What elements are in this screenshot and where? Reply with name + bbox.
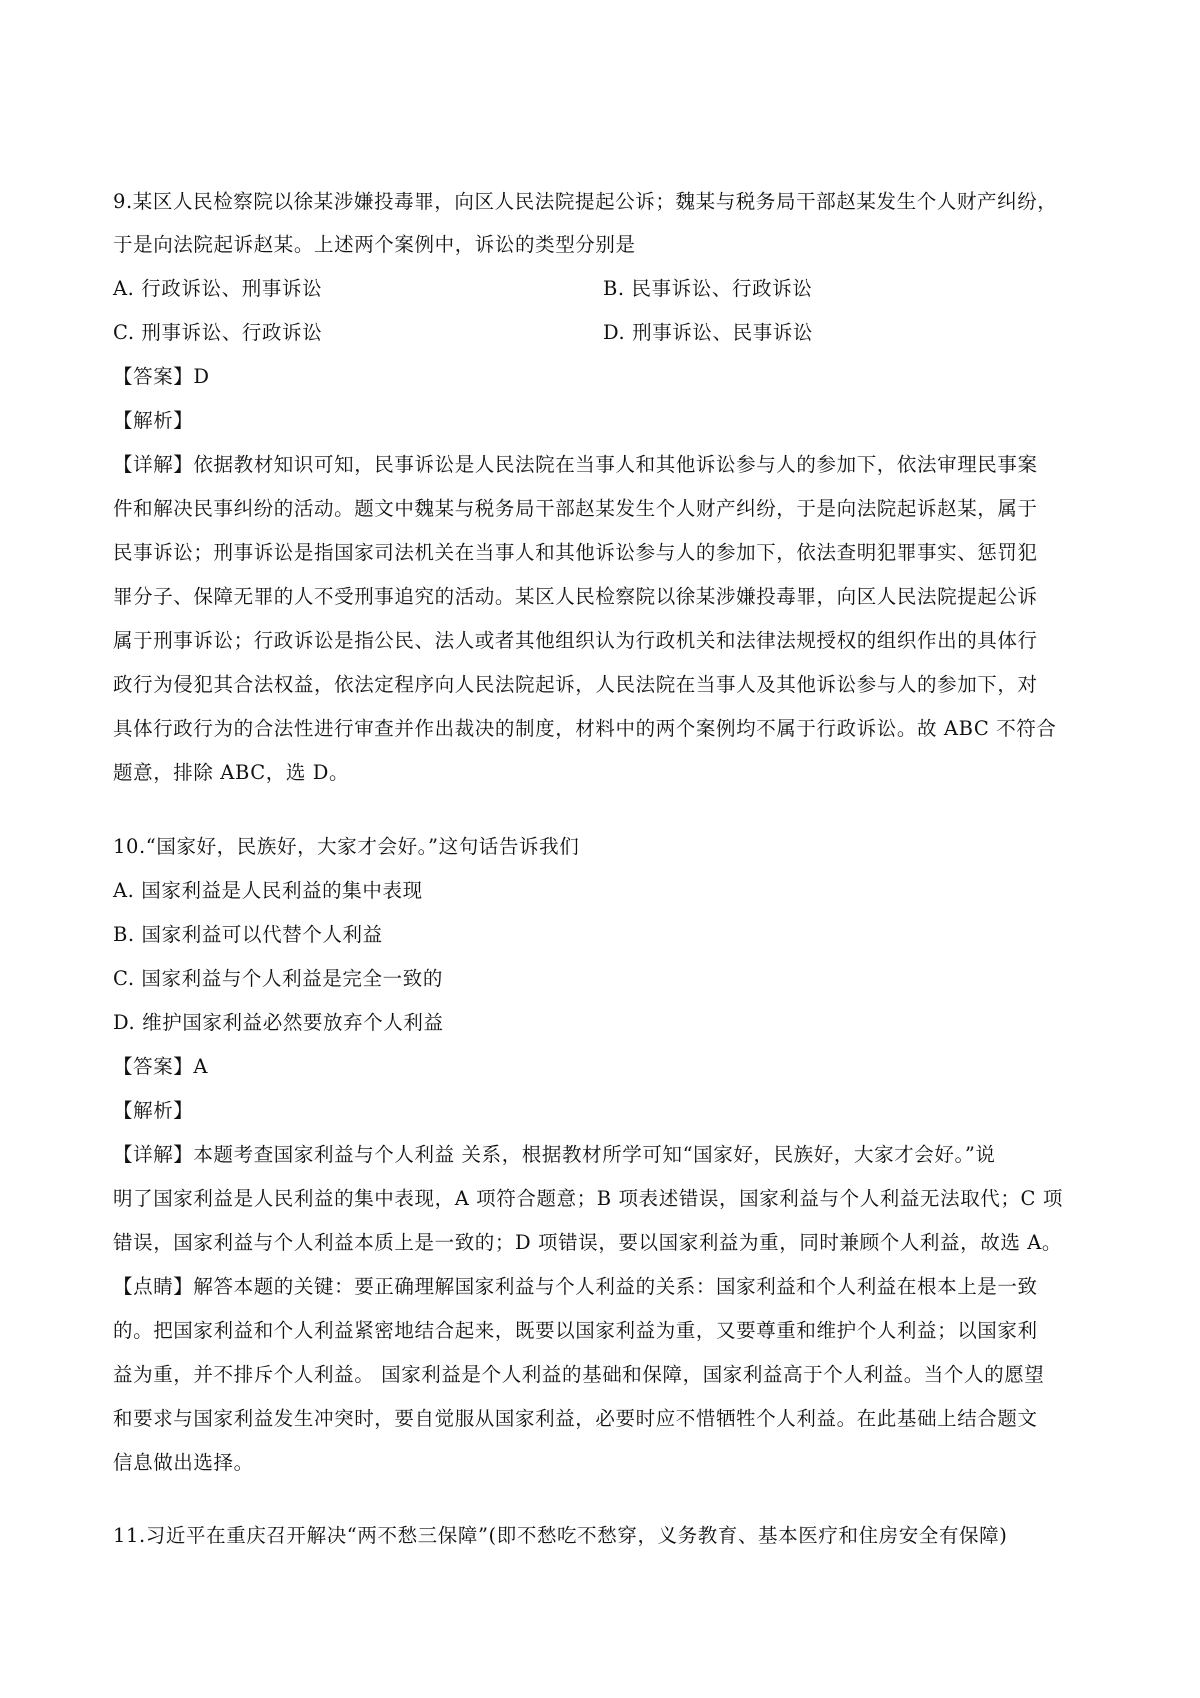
q10-tip-line-1: 【点睛】解答本题的关键：要正确理解国家利益与个人利益的关系：国家利益和个人利益在根本上是一致 [113,1275,1038,1298]
q10-stem: 10.“国家好，民族好，大家才会好。”这句话告诉我们 [113,835,580,858]
q9-option-c: C. 刑事诉讼、行政诉讼 [113,321,323,344]
q9-option-b: B. 民事诉讼、行政诉讼 [603,277,813,300]
q9-stem-line-2: 于是向法院起诉赵某。上述两个案例中，诉讼的类型分别是 [113,233,636,256]
q10-analysis-label: 【解析】 [113,1099,194,1122]
q10-detail-line-2: 明了国家利益是人民利益的集中表现，A 项符合题意；B 项表述错误，国家利益与个人利益无法取代；C 项 [113,1187,1063,1210]
q9-answer: 【答案】D [113,365,210,388]
q9-detail-line-8: 题意，排除 ABC，选 D。 [113,761,350,784]
q10-option-a: A. 国家利益是人民利益的集中表现 [113,879,423,902]
q10-tip-line-2: 的。把国家利益和个人利益紧密地结合起来，既要以国家利益为重，又要尊重和维护个人利益；以国家利 [113,1319,1038,1342]
q9-detail-line-3: 民事诉讼；刑事诉讼是指国家司法机关在当事人和其他诉讼参与人的参加下，依法查明犯罪事实、惩罚犯 [113,541,1038,564]
q10-option-c: C. 国家利益与个人利益是完全一致的 [113,967,443,990]
q9-detail-line-1: 【详解】依据教材知识可知，民事诉讼是人民法院在当事人和其他诉讼参与人的参加下，依法审理民事案 [113,453,1038,476]
q9-option-d: D. 刑事诉讼、民事诉讼 [603,321,814,344]
q9-stem-line-1: 9.某区人民检察院以徐某涉嫌投毒罪，向区人民法院提起公诉；魏某与税务局干部赵某发生个人财产纠纷， [113,190,1058,213]
q10-answer: 【答案】A [113,1055,209,1078]
q9-detail-line-2: 件和解决民事纠纷的活动。题文中魏某与税务局干部赵某发生个人财产纠纷，于是向法院起诉赵某，属于 [113,497,1038,520]
q10-detail-line-1: 【详解】本题考查国家利益与个人利益 关系，根据教材所学可知“国家好，民族好，大家才会好。”说 [113,1143,996,1166]
q10-tip-line-3: 益为重，并不排斥个人利益。 国家利益是个人利益的基础和保障，国家利益高于个人利益。当个人的愿望 [113,1363,1045,1386]
q9-detail-line-5: 属于刑事诉讼；行政诉讼是指公民、法人或者其他组织认为行政机关和法律法规授权的组织作出的具体行 [113,629,1038,652]
q10-detail-line-3: 错误，国家利益与个人利益本质上是一致的；D 项错误，要以国家利益为重，同时兼顾个人利益，故选 A。 [113,1231,1063,1254]
q10-option-d: D. 维护国家利益必然要放弃个人利益 [113,1011,444,1034]
q9-detail-line-6: 政行为侵犯其合法权益，依法定程序向人民法院起诉，人民法院在当事人及其他诉讼参与人的参加下，对 [113,673,1038,696]
q10-tip-line-4: 和要求与国家利益发生冲突时，要自觉服从国家利益，必要时应不惜牺牲个人利益。在此基础上结合题文 [113,1407,1038,1430]
q9-detail-line-7: 具体行政行为的合法性进行审查并作出裁决的制度，材料中的两个案例均不属于行政诉讼。故 ABC 不符合 [113,717,1057,740]
q10-option-b: B. 国家利益可以代替个人利益 [113,923,383,946]
q9-option-a: A. 行政诉讼、刑事诉讼 [113,277,323,300]
q9-detail-line-4: 罪分子、保障无罪的人不受刑事追究的活动。某区人民检察院以徐某涉嫌投毒罪，向区人民法院提起公诉 [113,585,1038,608]
q9-analysis-label: 【解析】 [113,409,194,432]
q11-stem: 11.习近平在重庆召开解决“两不愁三保障”(即不愁吃不愁穿，义务教育、基本医疗和住房安全有保障) [113,1524,1008,1547]
q10-tip-line-5: 信息做出选择。 [113,1451,254,1474]
